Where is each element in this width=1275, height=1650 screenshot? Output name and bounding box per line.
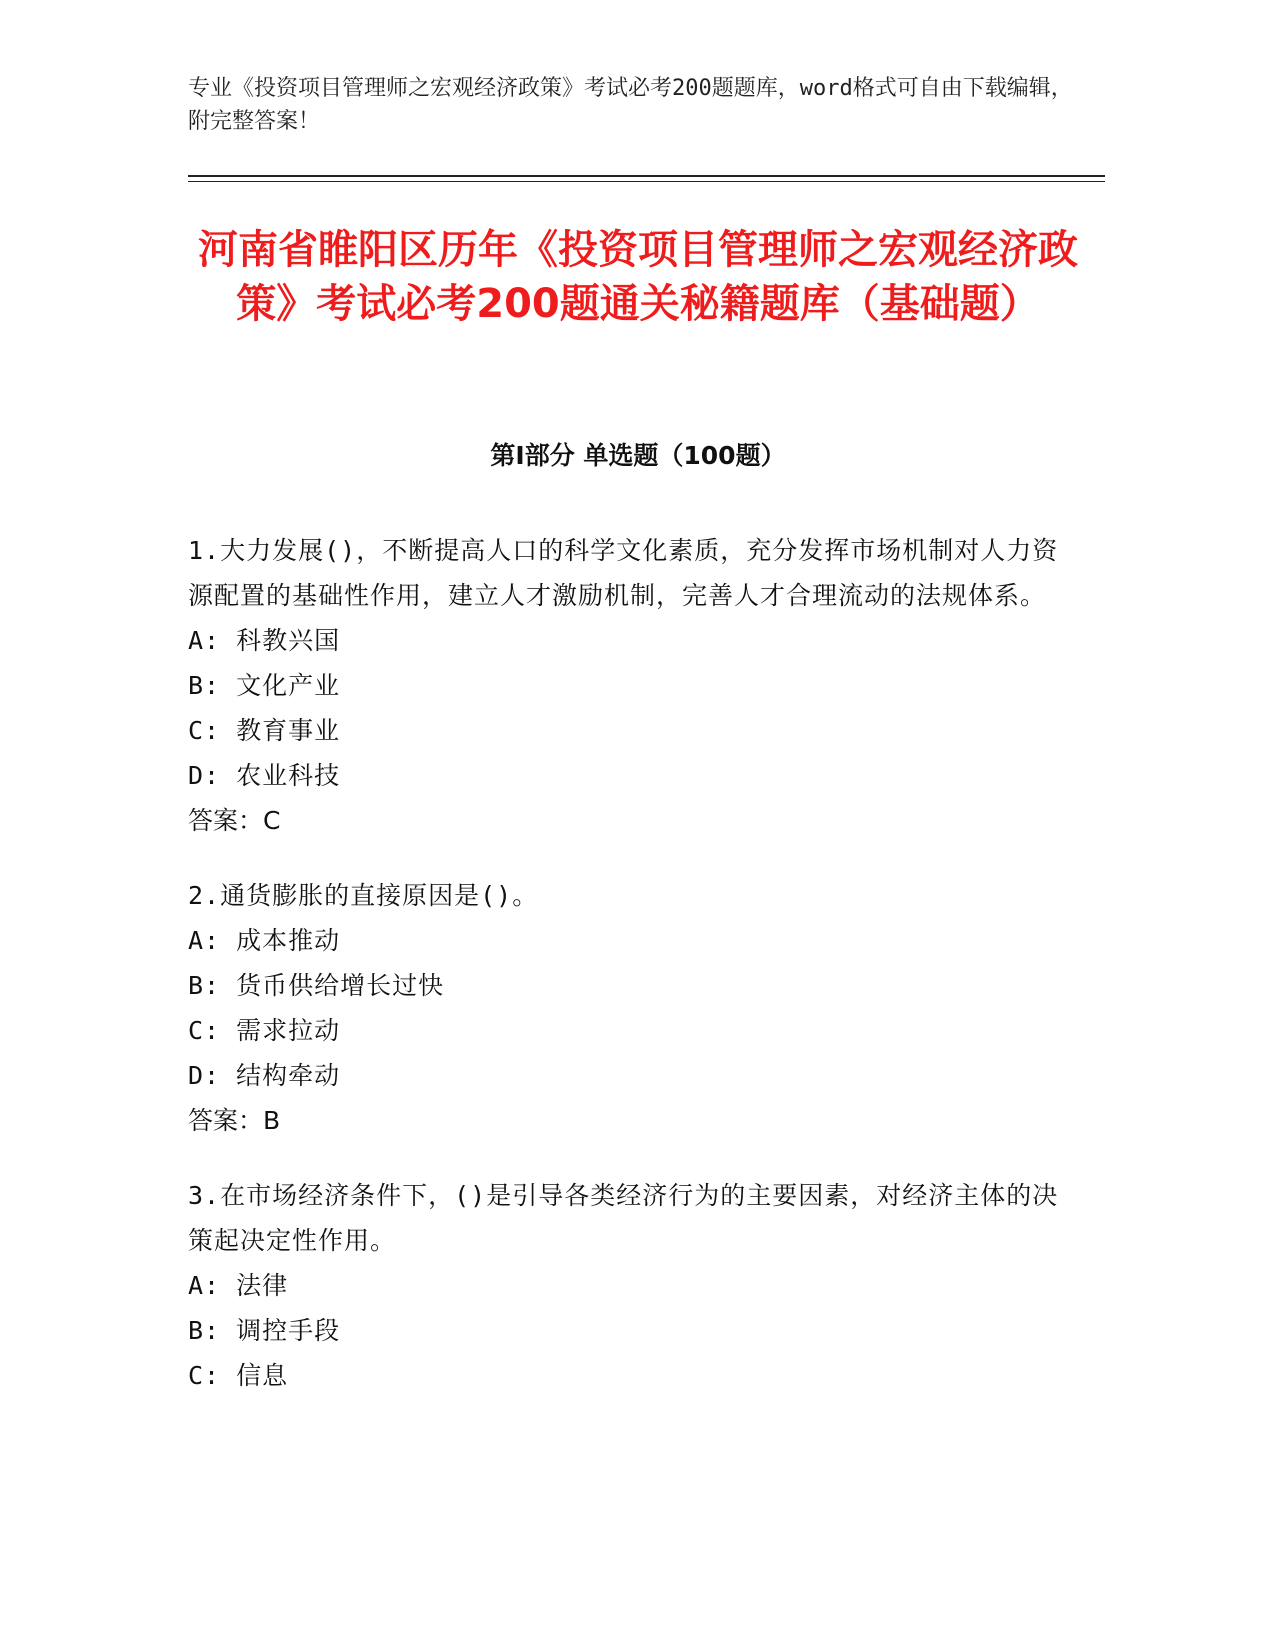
option-c: C: 需求拉动 [188,1016,341,1045]
document-title: 河南省睢阳区历年《投资项目管理师之宏观经济政策》考试必考200题通关秘籍题库（基础题） [198,227,1078,327]
question-text: 3.在市场经济条件下，()是引导各类经济行为的主要因素，对经济主体的决策起决定性作用。 [188,1181,1059,1255]
option-list [188,1263,1068,1398]
option-b: B: 货币供给增长过快 [188,971,445,1000]
question-list [188,528,1068,1428]
option-a: A: 科教兴国 [188,626,341,655]
option-c: C: 教育事业 [188,716,341,745]
section-heading: 第I部分 单选题（100题） [490,441,786,470]
question-item [188,1173,1068,1398]
option-c: C: 信息 [188,1361,289,1390]
question-text: 2.通货膨胀的直接原因是()。 [188,881,539,910]
option-b: B: 调控手段 [188,1316,341,1345]
answer-line: 答案：B [188,1106,281,1135]
option-d: D: 农业科技 [188,761,341,790]
option-b: B: 文化产业 [188,671,341,700]
option-a: A: 成本推动 [188,926,341,955]
option-d: D: 结构牵动 [188,1061,341,1090]
answer-line: 答案：C [188,806,281,835]
option-a: A: 法律 [188,1271,289,1300]
header-divider-thin [188,181,1105,182]
question-text: 1.大力发展()，不断提高人口的科学文化素质，充分发挥市场机制对人力资源配置的基础性作用，建立人才激励机制，完善人才合理流动的法规体系。 [188,536,1059,610]
header-divider-thick [188,175,1105,177]
header-note: 专业《投资项目管理师之宏观经济政策》考试必考200题题库，word格式可自由下载编辑，附完整答案！ [188,76,1073,134]
option-list [188,918,1068,1098]
option-list [188,618,1068,798]
question-item [188,873,1068,1143]
question-item [188,528,1068,843]
